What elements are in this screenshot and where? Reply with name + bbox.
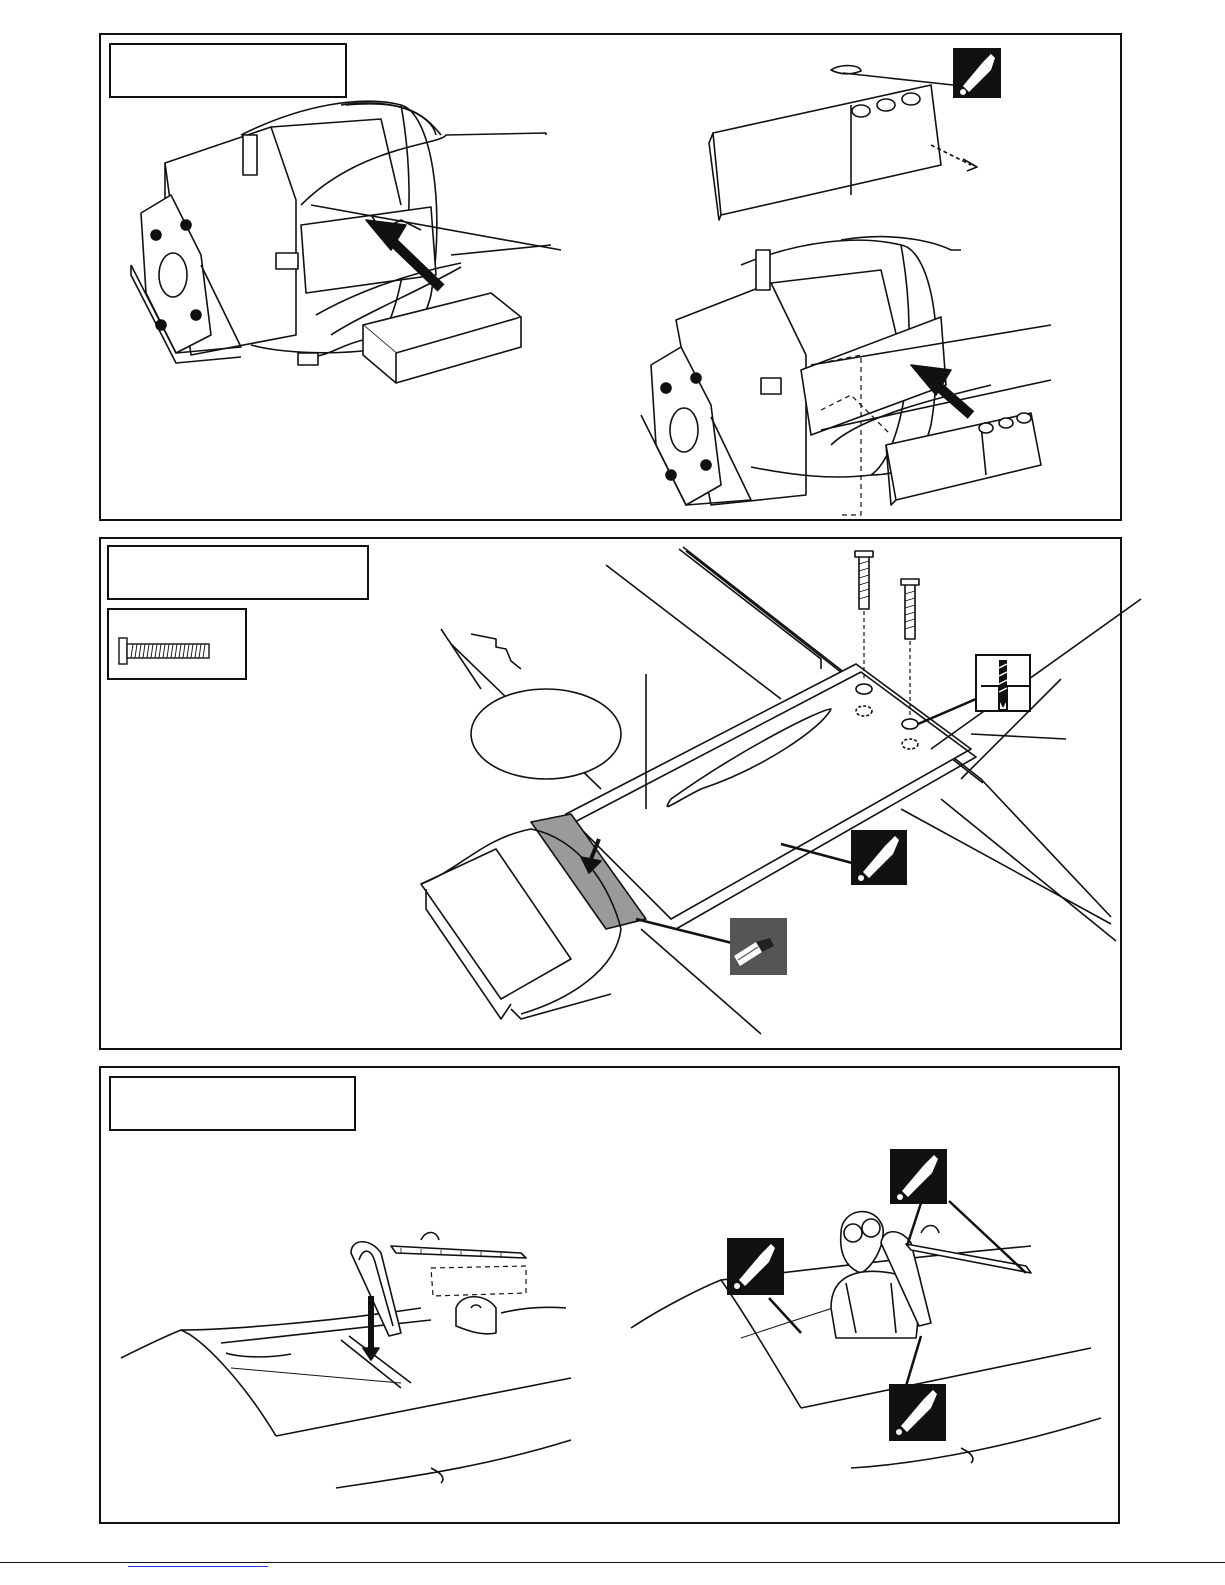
footer-rule [0,1562,1225,1563]
step-panel-wing-mount [99,537,1122,1050]
glue-bottle-icon [851,830,907,885]
cockpit-pilot-illustration [101,1068,1122,1526]
step-panel-battery-install [99,33,1122,521]
glue-bottle-icon [890,1149,947,1204]
drill-bit-icon [975,654,1031,712]
footer-link[interactable] [128,1566,268,1577]
wing-mount-illustration [101,539,1124,1052]
glue-bottle-icon [953,48,1001,98]
glue-bottle-icon [727,1238,784,1295]
tape-icon [730,918,787,975]
battery-install-illustration [101,35,1124,523]
glue-bottle-icon [889,1384,946,1441]
step-panel-cockpit-pilot [99,1066,1120,1524]
